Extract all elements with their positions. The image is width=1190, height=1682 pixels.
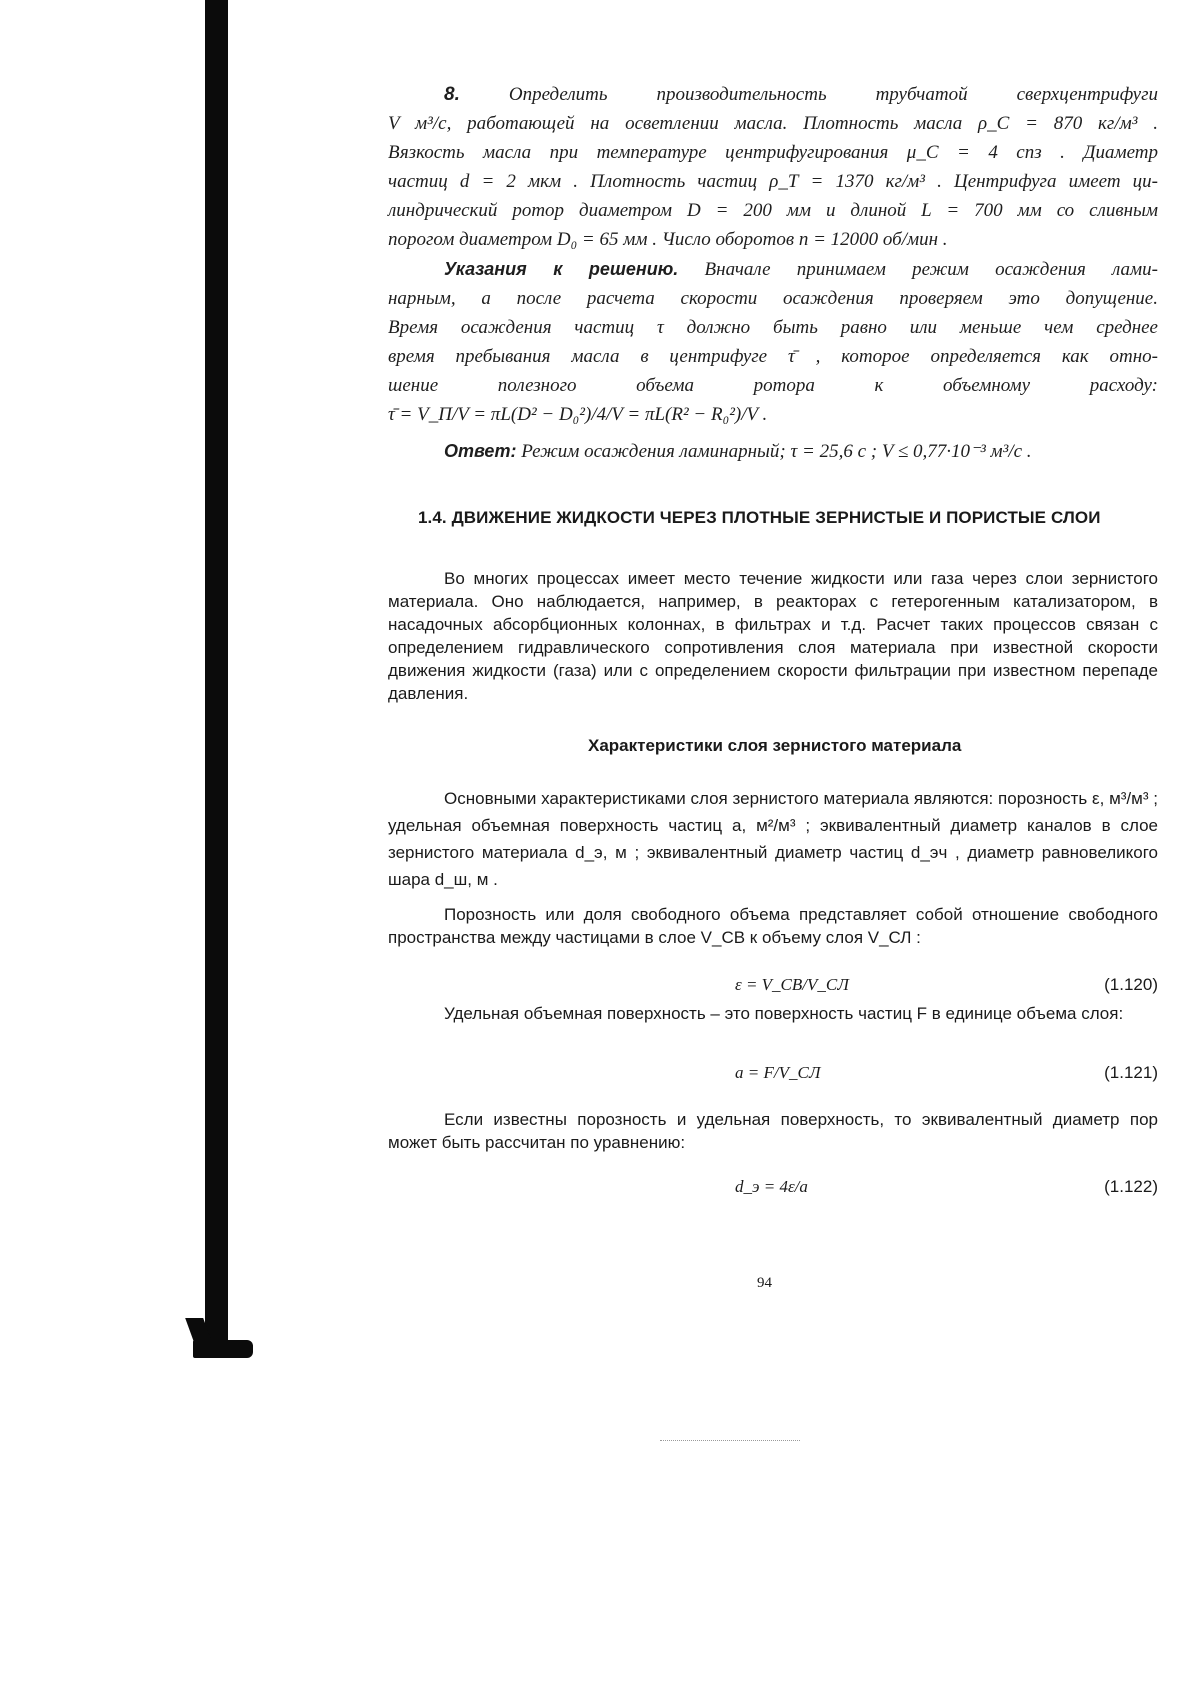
problem-text: Определить производительность трубчатой сверхцентрифуги <box>508 84 1158 105</box>
section-title: 1.4. ДВИЖЕНИЕ ЖИДКОСТИ ЧЕРЕЗ ПЛОТНЫЕ ЗЕРНИСТЫЕ И ПОРИСТЫЕ СЛОИ <box>418 508 1101 527</box>
porosity-paragraph: Порозность или доля свободного объема представляет собой отношение свободного пространства между частицами в слое V_СВ к объему слоя V_СЛ : <box>388 905 1158 947</box>
problem-line: частиц d = 2 мкм . Плотность частиц ρ_Т = 1370 кг/м³ . Центрифуга имеет ци- <box>388 171 1158 192</box>
intro-block <box>388 567 1158 705</box>
answer-line <box>388 437 1158 466</box>
problem-number: 8. <box>444 84 460 105</box>
problem-line: Вязкость масла при температуре центрифугирования μ_С = 4 спз . Диаметр <box>388 142 1158 163</box>
problem-block <box>388 80 1158 466</box>
surface-paragraph: Удельная объемная поверхность – это поверхность частиц F в единице объема слоя: <box>444 1004 1124 1023</box>
equation-number: (1.121) <box>1104 1063 1158 1082</box>
hints-text: Вначале принимаем режим осаждения лами- <box>704 259 1158 280</box>
problem-line <box>388 80 1158 109</box>
hints-line: шение полезного объема ротора к объемному расходу: <box>388 375 1158 396</box>
equation-1-121: a = F/V_СЛ <box>735 1063 821 1082</box>
intro-paragraph: Во многих процессах имеет место течение жидкости или газа через слои зернистого материала. Оно наблюдается, например, в реакторах с гетерогенным катализатором, в насадочных абсорбционных колоннах, в фильтрах и т.д. Расчет таких процессов связан с определением гидравлического сопротивления слоя материала при известной скорости движения жидкости (газа) или с определением скорости фильтрации при известном перепаде давления. <box>388 569 1158 703</box>
problem-line: линдрический ротор диаметром D = 200 мм и длиной L = 700 мм со сливным <box>388 200 1158 221</box>
hints-label: Указания к решению. <box>444 259 679 279</box>
subsection-title: Характеристики слоя зернистого материала <box>588 736 962 755</box>
binding-edge-shadow <box>205 0 228 1355</box>
surface-block <box>388 1002 1158 1025</box>
characteristics-block <box>388 785 1158 893</box>
diameter-paragraph: Если известны порозность и удельная поверхность, то эквивалентный диаметр пор может быть рассчитан по уравнению: <box>388 1110 1158 1152</box>
diameter-block <box>388 1108 1158 1154</box>
hints-line <box>388 255 1158 284</box>
characteristics-paragraph: Основными характеристиками слоя зернистого материала являются: порозность ε, м³/м³ ; удельная объемная поверхность частиц a, м²/м³ ; эквивалентный диаметр каналов в слое зернистого материала d_э, м ; эквивалентный диаметр частиц d_эч , диаметр равновеликого шара d_ш, м . <box>388 789 1158 889</box>
equation-number: (1.120) <box>1104 975 1158 994</box>
equation-number: (1.122) <box>1104 1177 1158 1196</box>
problem-line: V м³/с, работающей на осветлении масла. Плотность масла ρ_С = 870 кг/м³ . <box>388 113 1158 134</box>
scan-artifact <box>660 1440 800 1444</box>
answer-text: Режим осаждения ламинарный; τ = 25,6 с ; V ≤ 0,77·10⁻³ м³/с . <box>521 441 1032 462</box>
answer-label: Ответ: <box>444 441 517 461</box>
hints-line: время пребывания масла в центрифуге τ̄ , которое определяется как отно- <box>388 346 1158 367</box>
equation-1-122: d_э = 4ε/a <box>735 1177 808 1196</box>
hints-line: нарным, а после расчета скорости осаждения проверяем это допущение. <box>388 288 1158 309</box>
problem-line: порогом диаметром D₀ = 65 мм . Число оборотов n = 12000 об/мин . <box>388 229 948 250</box>
equation-1-120: ε = V_СВ/V_СЛ <box>735 975 849 994</box>
hints-formula: τ̄ = V_П/V = πL(D² − D₀²)/4/V = πL(R² − R₀²)/V . <box>388 404 768 425</box>
page-number: 94 <box>757 1275 772 1291</box>
porosity-block <box>388 903 1158 949</box>
binding-foot-shadow <box>193 1340 253 1358</box>
hints-line: Время осаждения частиц τ должно быть равно или меньше чем среднее <box>388 317 1158 338</box>
